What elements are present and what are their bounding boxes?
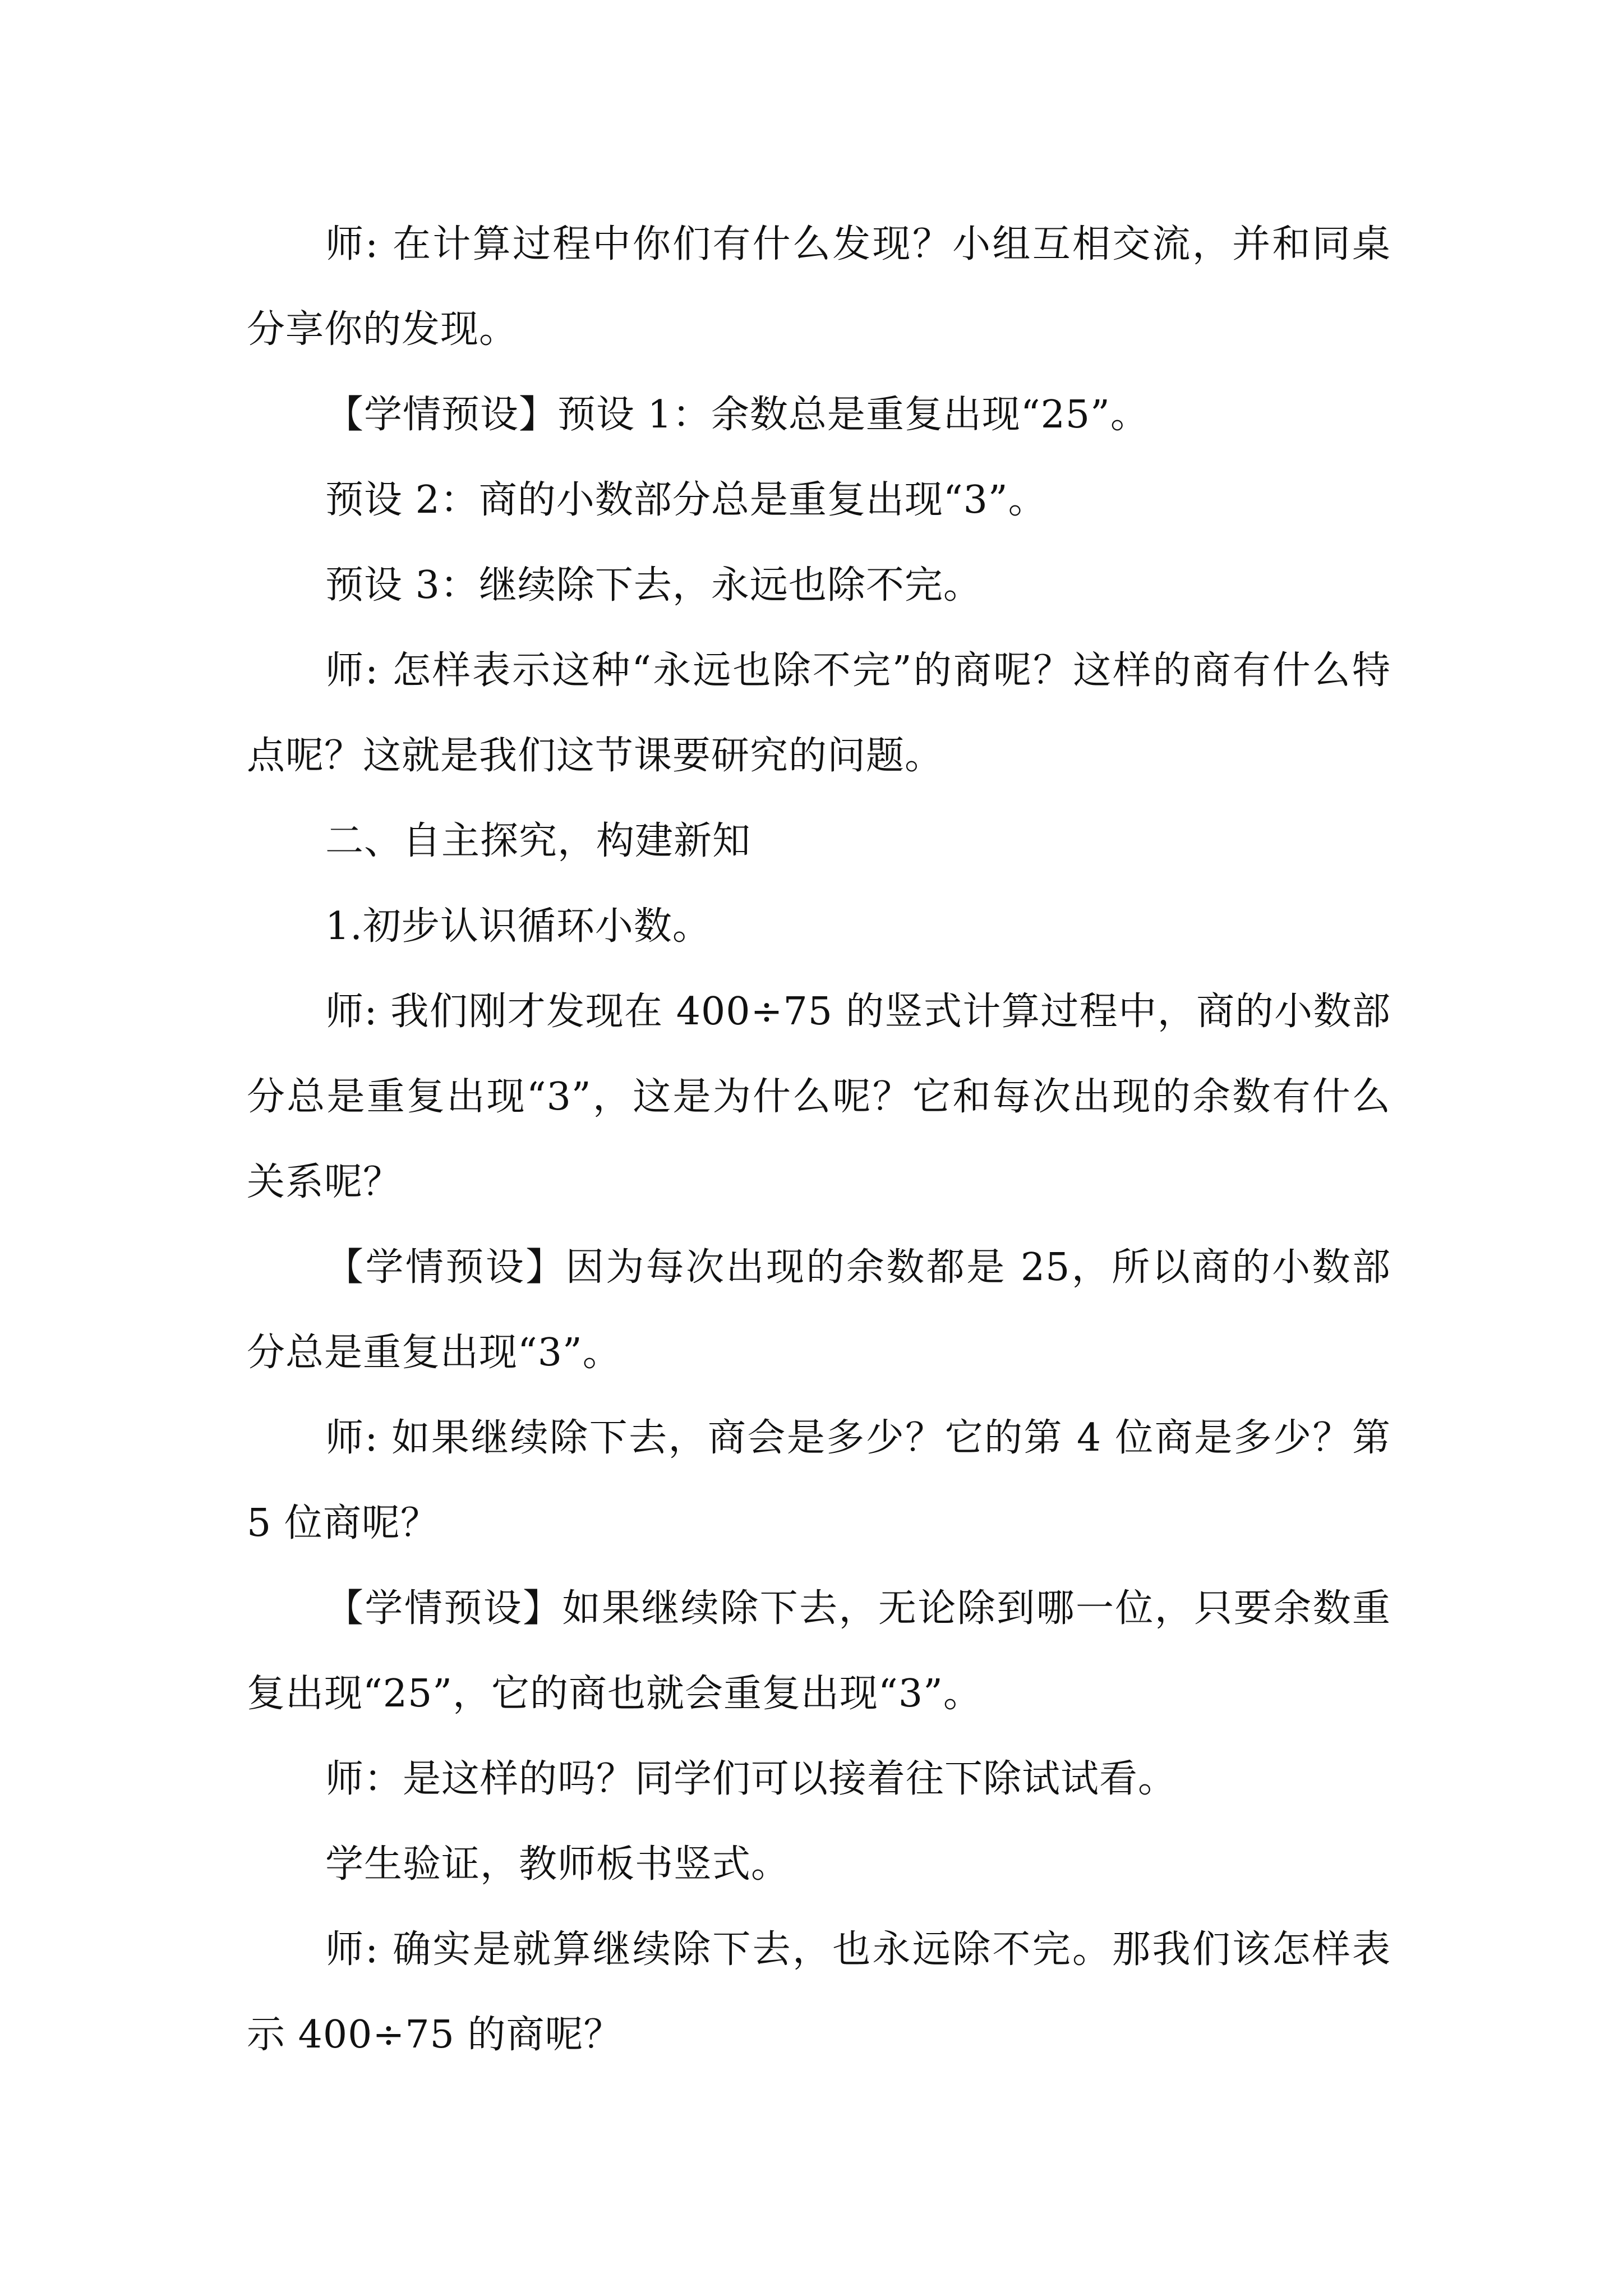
paragraph-11: 【学情预设】如果继续除下去，无论除到哪一位，只要余数重复出现“25”，它的商也就会重复出现“3”。 — [247, 1586, 1391, 1716]
paragraph-9: 【学情预设】因为每次出现的余数都是 25，所以商的小数部分总是重复出现“3”。 — [247, 1245, 1391, 1375]
paragraph-1: 师: 在计算过程中你们有什么发现？小组互相交流，并和同桌分享你的发现。 — [247, 222, 1391, 352]
paragraph-2: 【学情预设】预设 1：余数总是重复出现“25”。 — [325, 393, 1149, 437]
paragraph-14: 师: 确实是就算继续除下去，也永远除不完。那我们该怎样表示 400÷75 的商呢？ — [247, 1927, 1391, 2057]
document-body — [247, 202, 1391, 2078]
paragraph-3: 预设 2：商的小数部分总是重复出现“3”。 — [325, 478, 1047, 522]
paragraph-10: 师: 如果继续除下去，商会是多少？它的第 4 位商是多少？第 5 位商呢？ — [247, 1416, 1391, 1545]
paragraph-4: 预设 3：继续除下去，永远也除不完。 — [325, 563, 982, 608]
paragraph-13: 学生验证，教师板书竖式。 — [325, 1842, 790, 1887]
subsection-heading: 1.初步认识循环小数。 — [325, 904, 711, 949]
paragraph-12: 师：是这样的吗？同学们可以接着往下除试试看。 — [325, 1757, 1177, 1801]
paragraph-5: 师: 怎样表示这种“永远也除不完”的商呢？这样的商有什么特点呢？这就是我们这节课要研究的问题。 — [247, 648, 1391, 778]
paragraph-8: 师: 我们刚才发现在 400÷75 的竖式计算过程中，商的小数部分总是重复出现“3”，这是为什么呢？它和每次出现的余数有什么关系呢？ — [247, 990, 1391, 1204]
section-heading: 二、自主探究，构建新知 — [325, 819, 751, 863]
